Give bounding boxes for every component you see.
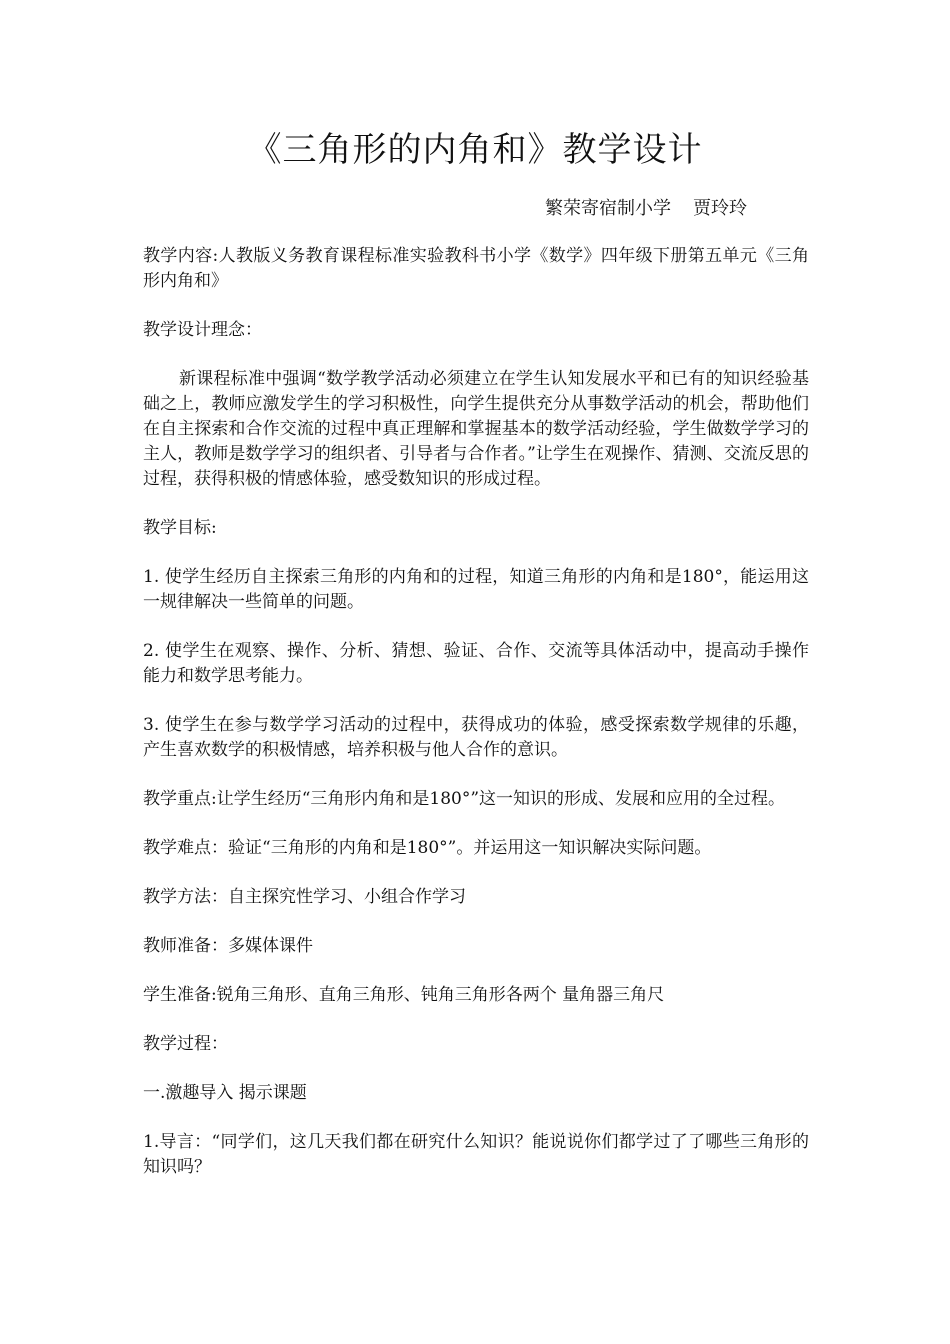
paragraph-difficulty: 教学难点：验证“三角形的内角和是180°”。并运用这一知识解决实际问题。 xyxy=(143,838,712,858)
paragraph-objective-3: 3. 使学生在参与数学学习活动的过程中，获得成功的体验，感受探索数学规律的乐趣，产生喜欢数学的积极情感，培养积极与他人合作的意识。 xyxy=(143,715,809,760)
paragraph-design-concept: 新课程标准中强调“数学教学活动必须建立在学生认知发展水平和已有的知识经验基础之上，教师应激发学生的学习积极性，向学生提供充分从事数学活动的机会，帮助他们在自主探索和合作交流的过程中真正理解和掌握基本的数学活动经验，学生做数学学习的主人，教师是数学学习的组织者、引导者与合作者。”让学生在观操作、猜测、交流反思的过程，获得积极的情感体验，感受数知识的形成过程。 xyxy=(143,369,809,489)
paragraph-content: 教学内容:人教版义务教育课程标准实验教科书小学《数学》四年级下册第五单元《三角形内角和》 xyxy=(143,246,809,291)
paragraph-design-concept-heading: 教学设计理念： xyxy=(143,320,262,340)
school-name: 繁荣寄宿制小学 xyxy=(545,198,671,219)
paragraph-process-heading: 教学过程： xyxy=(143,1034,228,1054)
author-name: 贾玲玲 xyxy=(693,198,747,219)
document-body xyxy=(143,244,809,1204)
paragraph-objectives-heading: 教学目标: xyxy=(143,518,217,538)
document-title: 《三角形的内角和》教学设计 xyxy=(247,130,703,170)
paragraph-objective-1: 1. 使学生经历自主探索三角形的内角和的过程，知道三角形的内角和是180°，能运用这一规律解决一些简单的问题。 xyxy=(143,567,809,612)
paragraph-method: 教学方法：自主探究性学习、小组合作学习 xyxy=(143,887,466,907)
paragraph-objective-2: 2. 使学生在观察、操作、分析、猜想、验证、合作、交流等具体活动中，提高动手操作能力和数学思考能力。 xyxy=(143,641,809,686)
paragraph-teacher-prep: 教师准备：多媒体课件 xyxy=(143,936,313,956)
paragraph-student-prep: 学生准备:锐角三角形、直角三角形、钝角三角形各两个 量角器三角尺 xyxy=(143,985,665,1005)
paragraph-key-point: 教学重点:让学生经历“三角形内角和是180°”这一知识的形成、发展和应用的全过程。 xyxy=(143,789,786,809)
author-line xyxy=(545,196,747,222)
paragraph-intro: 1.导言：“同学们，这几天我们都在研究什么知识？能说说你们都学过了了哪些三角形的知识吗？ xyxy=(143,1132,809,1177)
paragraph-section-1: 一.激趣导入 揭示课题 xyxy=(143,1083,307,1103)
